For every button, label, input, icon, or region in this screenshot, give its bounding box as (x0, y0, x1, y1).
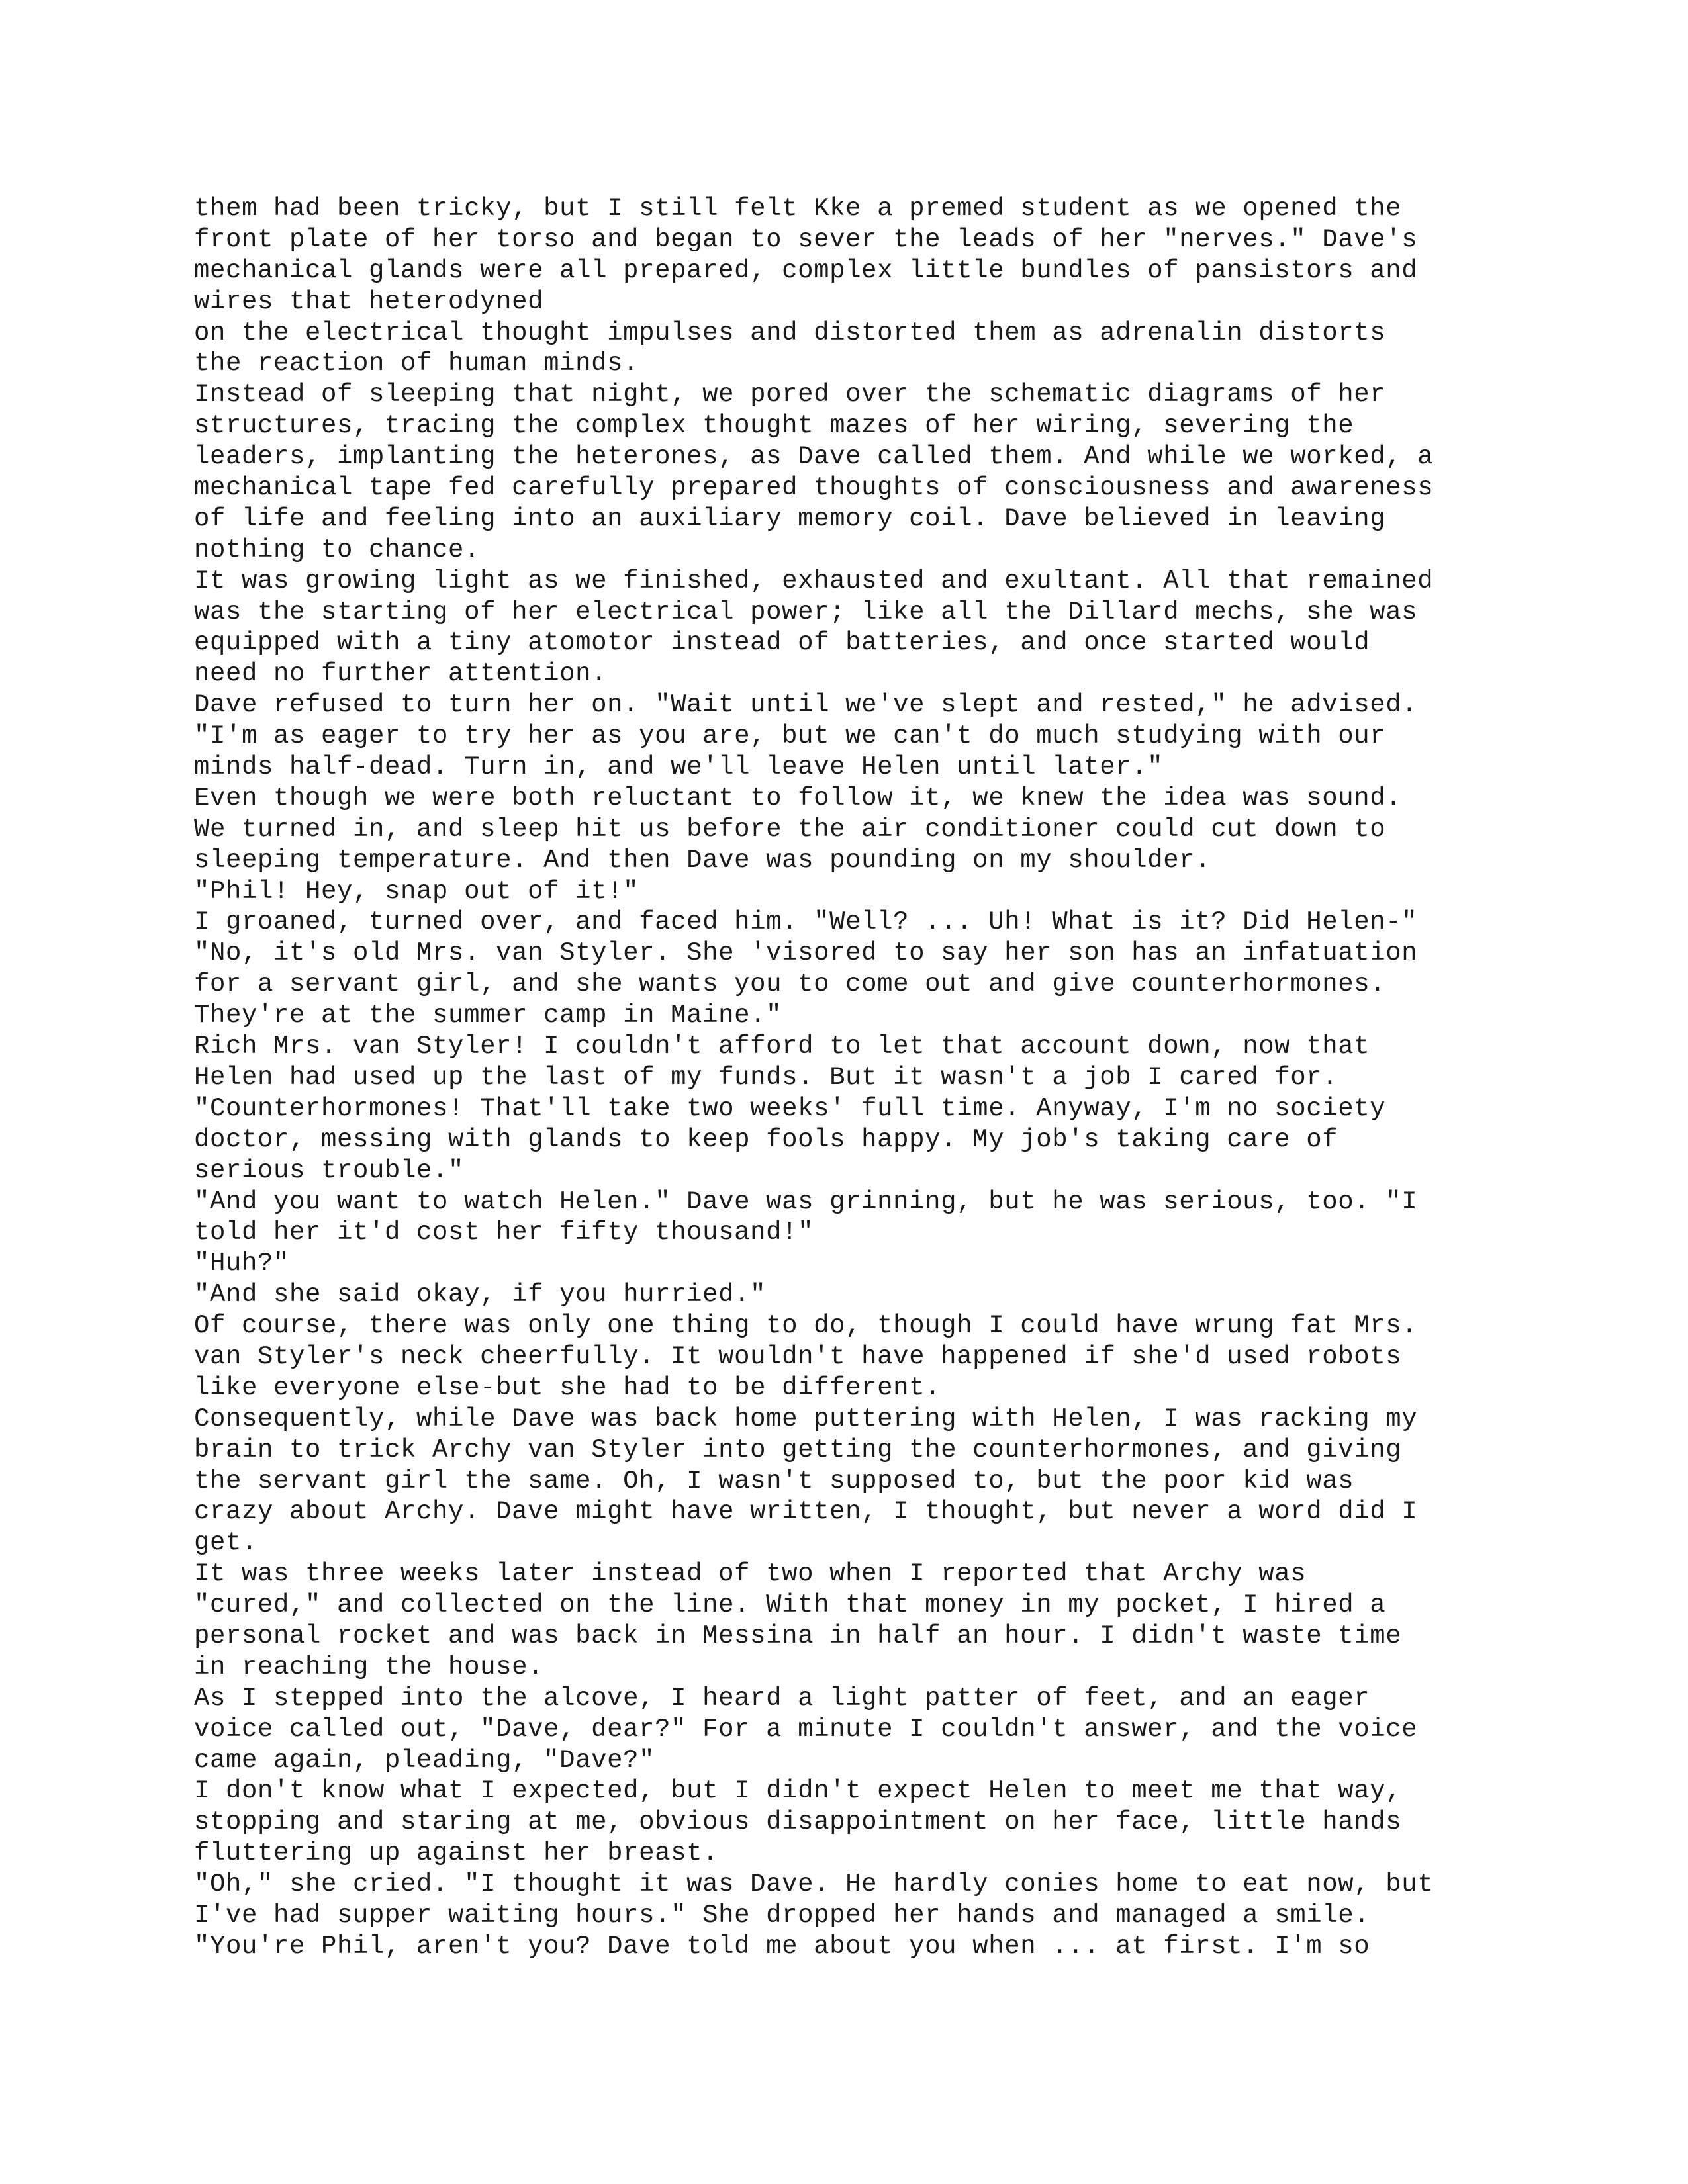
text-line: crazy about Archy. Dave might have written, I thought, but never a word did I (194, 1497, 1418, 1527)
text-line: "Huh?" (194, 1249, 290, 1279)
text-line: Rich Mrs. van Styler! I couldn't afford to let that account down, now that (194, 1032, 1370, 1062)
text-line: I don't know what I expected, but I didn't expect Helen to meet me that way, (194, 1776, 1402, 1806)
text-line: leaders, implanting the heterones, as Dave called them. And while we worked, a (194, 442, 1434, 472)
text-line: nothing to chance. (194, 535, 481, 565)
text-line: need no further attention. (194, 659, 608, 689)
text-line: minds half-dead. Turn in, and we'll leave Helen until later." (194, 752, 1164, 782)
text-line: personal rocket and was back in Messina in half an hour. I didn't waste time (194, 1621, 1402, 1651)
text-line: "cured," and collected on the line. With that money in my pocket, I hired a (194, 1590, 1386, 1620)
text-line: like everyone else-but she had to be different. (194, 1373, 941, 1402)
text-line: It was three weeks later instead of two when I reported that Archy was (194, 1559, 1307, 1589)
text-line: them had been tricky, but I still felt Kke a premed student as we opened the (194, 194, 1402, 223)
text-line: came again, pleading, "Dave?" (194, 1745, 655, 1775)
text-line: of life and feeling into an auxiliary memory coil. Dave believed in leaving (194, 504, 1386, 533)
text-line: mechanical tape fed carefully prepared thoughts of consciousness and awareness (194, 473, 1434, 503)
text-line: front plate of her torso and began to sever the leads of her "nerves." Dave's (194, 224, 1418, 254)
text-line: sleeping temperature. And then Dave was pounding on my shoulder. (194, 845, 1211, 875)
text-line: wires that heterodyned (194, 287, 544, 316)
text-line: stopping and staring at me, obvious disappointment on her face, little hands (194, 1807, 1402, 1837)
text-line: "And you want to watch Helen." Dave was grinning, but he was serious, too. "I (194, 1187, 1418, 1216)
text-line: fluttering up against her breast. (194, 1839, 719, 1868)
text-line: "You're Phil, aren't you? Dave told me about you when ... at first. I'm so (194, 1931, 1370, 1961)
text-line: van Styler's neck cheerfully. It wouldn't have happened if she'd used robots (194, 1342, 1402, 1371)
text-line: doctor, messing with glands to keep fools happy. My job's taking care of (194, 1124, 1338, 1154)
text-line: equipped with a tiny atomotor instead of batteries, and once started would (194, 628, 1370, 658)
text-line: Dave refused to turn her on. "Wait until we've slept and rested," he advised. (194, 690, 1418, 720)
text-line: It was growing light as we finished, exhausted and exultant. All that remained (194, 566, 1434, 596)
text-line: was the starting of her electrical power; like all the Dillard mechs, she was (194, 597, 1418, 627)
text-line: Helen had used up the last of my funds. But it wasn't a job I cared for. (194, 1062, 1338, 1092)
text-line: structures, tracing the complex thought mazes of her wiring, severing the (194, 411, 1354, 441)
text-line: We turned in, and sleep hit us before the air conditioner could cut down to (194, 814, 1386, 844)
text-line: voice called out, "Dave, dear?" For a minute I couldn't answer, and the voice (194, 1714, 1418, 1744)
text-line: the servant girl the same. Oh, I wasn't supposed to, but the poor kid was (194, 1466, 1354, 1496)
text-line: the reaction of human minds. (194, 349, 639, 379)
text-line: for a servant girl, and she wants you to come out and give counterhormones. (194, 970, 1386, 999)
text-line: "And she said okay, if you hurried." (194, 1280, 767, 1310)
text-line: As I stepped into the alcove, I heard a light patter of feet, and an eager (194, 1683, 1370, 1713)
text-line: I groaned, turned over, and faced him. "Well? ... Uh! What is it? Did Helen-" (194, 907, 1418, 937)
text-line: Even though we were both reluctant to follow it, we knew the idea was sound. (194, 783, 1402, 813)
text-line: brain to trick Archy van Styler into getting the counterhormones, and giving (194, 1435, 1402, 1465)
text-line: Instead of sleeping that night, we pored over the schematic diagrams of her (194, 380, 1386, 410)
text-line: Of course, there was only one thing to do, though I could have wrung fat Mrs. (194, 1311, 1418, 1341)
body-text (194, 193, 1518, 1962)
text-line: Consequently, while Dave was back home puttering with Helen, I was racking my (194, 1404, 1418, 1433)
text-line: "Counterhormones! That'll take two weeks' full time. Anyway, I'm no society (194, 1093, 1386, 1123)
text-line: "I'm as eager to try her as you are, but we can't do much studying with our (194, 721, 1386, 751)
text-line: "No, it's old Mrs. van Styler. She 'visored to say her son has an infatuation (194, 938, 1418, 968)
text-line: I've had supper waiting hours." She dropped her hands and managed a smile. (194, 1900, 1370, 1930)
text-line: told her it'd cost her fifty thousand!" (194, 1218, 814, 1248)
text-line: "Oh," she cried. "I thought it was Dave. He hardly conies home to eat now, but (194, 1870, 1434, 1899)
text-line: serious trouble." (194, 1156, 465, 1185)
text-line: mechanical glands were all prepared, complex little bundles of pansistors and (194, 255, 1418, 285)
text-line: get. (194, 1528, 258, 1558)
text-line: in reaching the house. (194, 1652, 544, 1682)
text-line: "Phil! Hey, snap out of it!" (194, 876, 639, 906)
text-line: They're at the summer camp in Maine." (194, 1001, 782, 1030)
text-line: on the electrical thought impulses and distorted them as adrenalin distorts (194, 318, 1386, 347)
